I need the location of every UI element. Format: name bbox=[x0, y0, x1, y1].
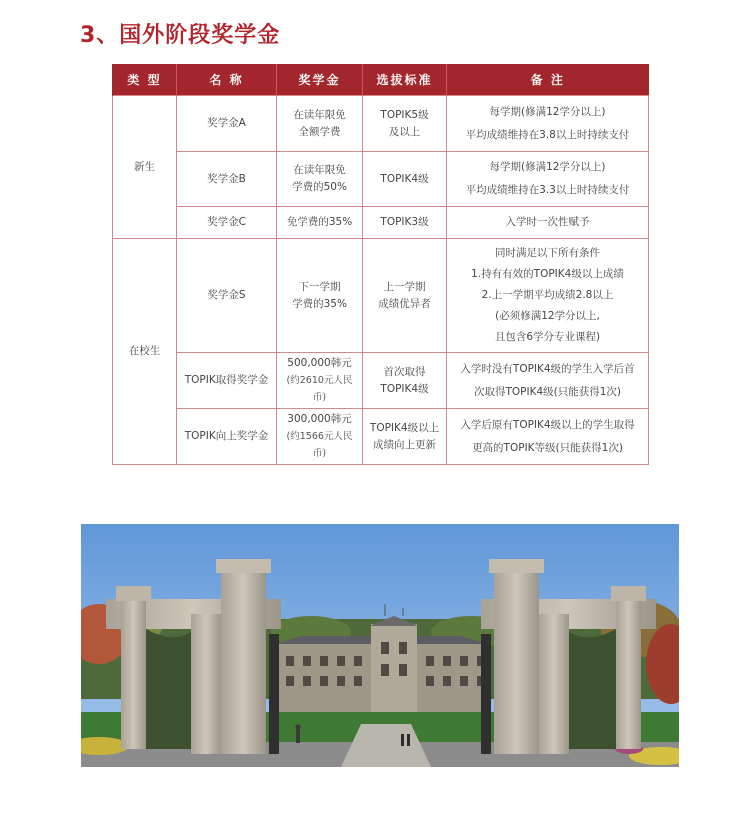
criteria-cell: 上一学期 成绩优异者 bbox=[363, 239, 447, 353]
amount-cell: 在读年限免 学费的50% bbox=[277, 152, 363, 207]
scholarship-table bbox=[112, 64, 649, 465]
notes-cell: 每学期(修满12学分以上) 平均成绩维持在3.3以上时持续支付 bbox=[447, 152, 649, 207]
notes-cell: 同时满足以下所有条件 1.持有有效的TOPIK4级以上成绩 2.上一学期平均成绩2.8以上 (必须修满12学分以上, 且包含6学分专业课程) bbox=[447, 239, 649, 353]
amount-cell: 500,000韩元 (约2610元人民币) bbox=[277, 353, 363, 409]
header-name: 名 称 bbox=[177, 64, 277, 96]
name-cell: 奖学金S bbox=[177, 239, 277, 353]
criteria-cell: TOPIK3级 bbox=[363, 207, 447, 239]
name-cell: 奖学金A bbox=[177, 96, 277, 152]
table-header-row bbox=[113, 64, 649, 96]
type-cell-current-students: 在校生 bbox=[113, 239, 177, 465]
table-row bbox=[113, 96, 649, 152]
name-cell: TOPIK取得奖学金 bbox=[177, 353, 277, 409]
criteria-cell: 首次取得 TOPIK4级 bbox=[363, 353, 447, 409]
table-row bbox=[113, 409, 649, 465]
campus-gate-photo bbox=[81, 524, 679, 767]
table-row bbox=[113, 239, 649, 353]
table-row bbox=[113, 207, 649, 239]
name-cell: TOPIK向上奖学金 bbox=[177, 409, 277, 465]
table-row bbox=[113, 152, 649, 207]
criteria-cell: TOPIK5级 及以上 bbox=[363, 96, 447, 152]
notes-cell: 每学期(修满12学分以上) 平均成绩维持在3.8以上时持续支付 bbox=[447, 96, 649, 152]
name-cell: 奖学金B bbox=[177, 152, 277, 207]
header-notes: 备 注 bbox=[447, 64, 649, 96]
amount-cell: 下一学期 学费的35% bbox=[277, 239, 363, 353]
header-type: 类 型 bbox=[113, 64, 177, 96]
criteria-cell: TOPIK4级 bbox=[363, 152, 447, 207]
header-criteria: 选拔标准 bbox=[363, 64, 447, 96]
notes-cell: 入学时没有TOPIK4级的学生入学后首 次取得TOPIK4级(只能获得1次) bbox=[447, 353, 649, 409]
table-row bbox=[113, 353, 649, 409]
section-title: 3、国外阶段奖学金 bbox=[80, 23, 281, 48]
amount-cell: 免学费的35% bbox=[277, 207, 363, 239]
amount-cell: 300,000韩元 (约1566元人民币) bbox=[277, 409, 363, 465]
notes-cell: 入学后原有TOPIK4级以上的学生取得 更高的TOPIK等级(只能获得1次) bbox=[447, 409, 649, 465]
type-cell-new-students: 新生 bbox=[113, 96, 177, 239]
header-amount: 奖学金 bbox=[277, 64, 363, 96]
amount-cell: 在读年限免 全额学费 bbox=[277, 96, 363, 152]
notes-cell: 入学时一次性赋予 bbox=[447, 207, 649, 239]
name-cell: 奖学金C bbox=[177, 207, 277, 239]
criteria-cell: TOPIK4级以上 成绩向上更新 bbox=[363, 409, 447, 465]
